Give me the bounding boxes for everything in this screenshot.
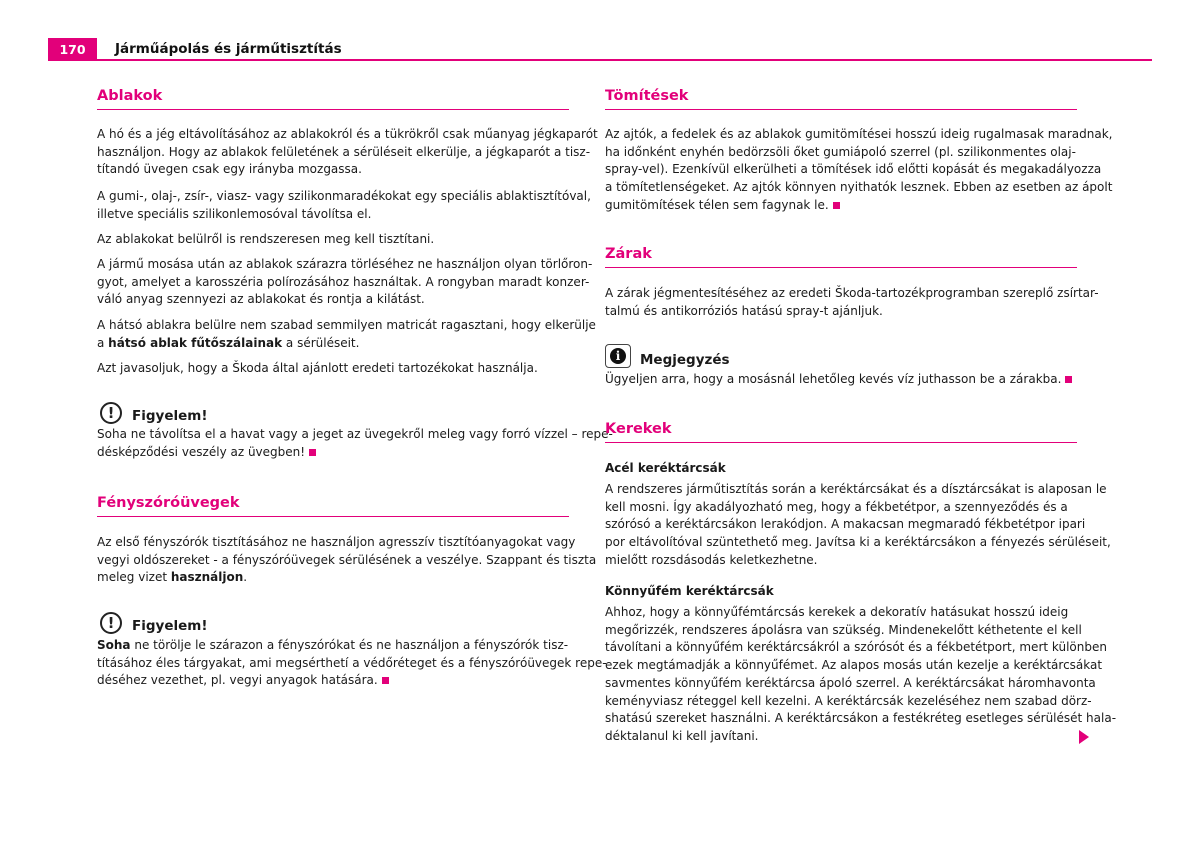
end-of-section-square-icon bbox=[833, 202, 840, 209]
header-rule bbox=[48, 59, 1152, 61]
subheading-acel: Acél keréktárcsák bbox=[605, 461, 726, 475]
end-of-section-square-icon bbox=[309, 449, 316, 456]
emphasis-text: hátsó ablak fűtőszálainak bbox=[108, 335, 283, 350]
page-title: Járműápolás és járműtisztítás bbox=[115, 41, 342, 57]
exclamation-circle-icon: ! bbox=[100, 402, 122, 424]
section-zarak-heading bbox=[605, 245, 1077, 268]
page-number: 170 bbox=[48, 38, 97, 61]
section-title: Fényszóróüvegek bbox=[97, 494, 569, 517]
ablakok-paragraph-4: A jármű mosása után az ablakok szárazra törléséhez ne használjon olyan törlőron- gyot, amelyet a karosszéria polírozásához használtak. A rongyban maradt konzer- váló anyag szennyezi az ablakokat és rontja a kilátást. bbox=[97, 257, 593, 307]
warning-box-fenyszoro bbox=[97, 608, 607, 688]
zarak-paragraph: A zárak jégmentesítéséhez az eredeti Škoda-tartozékprogramban szereplő zsírtar- talmú és antikorróziós hatású spray-t ajánljuk. bbox=[605, 286, 1099, 318]
section-title: Tömítések bbox=[605, 87, 1077, 110]
note-box-zarak bbox=[605, 342, 1077, 386]
ablakok-paragraph-2: A gumi-, olaj-, zsír-, viasz- vagy szilikonmaradékokat egy speciális ablaktisztítóval, illetve speciális szilikonlemosóval távolítsa el. bbox=[97, 189, 591, 221]
warning-text: Soha ne távolítsa el a havat vagy a jeget az üvegekről meleg vagy forró vízzel – repe- désképződési veszély az üvegben! bbox=[97, 427, 613, 459]
continue-arrow-icon bbox=[1079, 730, 1089, 744]
warning-text: Soha ne törölje le szárazon a fényszórókat és ne használjon a fényszórók tisz- tításához éles tárgyakat, ami megsérthetí a védőréteget és a fényszóróüvegek repe- déséhez vezethet, pl. vegyi anyagok hatására. bbox=[97, 638, 607, 688]
section-title: Ablakok bbox=[97, 87, 569, 110]
section-title: Zárak bbox=[605, 245, 1077, 268]
kerekek-paragraph-2: Ahhoz, hogy a könnyűfémtárcsás kerekek a dekoratív hatásukat hosszú ideig megőrizzék, rendszeres ápolásra van szükség. Mindenekelőtt kéthetente el kell távolítani a könnyűfém keréktárcsákról a szórósót és a fékbetétport, mert különben ezek megtámadják a könnyűfémet. Az alapos mosás után kezelje a keréktárcsákat savmentes könnyűfém keréktárcsa ápoló szerrel. A keréktárcsákat háromhavonta keményviasz réteggel kell kezelni. A keréktárcsák kezeléséhez nem szabad dörz- shatású szereket használni. A keréktárcsákon a festékréteg esetleges sérülését hala- déktalanul ki kell javítani. bbox=[605, 605, 1117, 743]
tomitesek-paragraph: Az ajtók, a fedelek és az ablakok gumitömítései hosszú ideig rugalmasak maradnak, ha időnként enyhén bedörzsöli őket gumiápoló szerrel (pl. szilikonmentes olaj- spray-vel). Ezenkívül elkerülheti a tömítések idő előtti kopását és megakadályozza a tömítetlenségeket. Az ajtók könnyen nyithatók lesznek. Ebben az esetben az ápolt gumitömítések télen sem fagynak le. bbox=[605, 127, 1113, 212]
end-of-section-square-icon bbox=[382, 677, 389, 684]
fenyszoro-paragraph-1: Az első fényszórók tisztításához ne használjon agresszív tisztítóanyagokat vagy vegyi oldószereket - a fényszóróüvegek sérülésének a veszélye. Szappant és tiszta meleg vizet használjon. bbox=[97, 535, 597, 585]
section-tomitesek-heading bbox=[605, 87, 1077, 110]
info-note-icon: i bbox=[605, 344, 631, 368]
section-kerekek-heading bbox=[605, 420, 1077, 443]
exclamation-circle-icon: ! bbox=[100, 612, 122, 634]
note-label: Megjegyzés bbox=[640, 352, 730, 368]
emphasis-text: Soha bbox=[97, 638, 131, 652]
ablakok-paragraph-5: A hátsó ablakra belülre nem szabad semmilyen matricát ragasztani, hogy elkerülje a hátsó ablak fűtőszálainak a sérüléseit. bbox=[97, 318, 596, 350]
ablakok-paragraph-3: Az ablakokat belülről is rendszeresen meg kell tisztítani. bbox=[97, 232, 435, 246]
warning-label: Figyelem! bbox=[132, 618, 208, 634]
section-fenyszoro-heading bbox=[97, 494, 569, 517]
emphasis-text: használjon bbox=[170, 570, 244, 585]
ablakok-paragraph-1: A hó és a jég eltávolításához az ablakokról és a tükrökről csak műanyag jégkaparót használjon. Hogy az ablakok felületének a sérüléseit elkerülje, a jégkaparót a tisz- títandó üvegen csak egy irányba mozgassa. bbox=[97, 127, 598, 177]
kerekek-paragraph-1: A rendszeres járműtisztítás során a keréktárcsákat és a dísztárcsákat is alaposan le kell mosni. Így akadályozható meg, hogy a fékbetétpor, a szennyeződés és a szórósó a keréktárcsákon lerakódjon. A makacsan megmaradó fékbetétpor ipari por eltávolítóval szüntethető meg. Javítsa ki a keréktárcsákon a fényezés sérüléseit, mielőtt rozsdásodás keletkezhetne. bbox=[605, 482, 1111, 567]
section-ablakok-heading bbox=[97, 87, 569, 110]
end-of-section-square-icon bbox=[1065, 376, 1072, 383]
subheading-konnyufem: Könnyűfém keréktárcsák bbox=[605, 584, 774, 598]
note-text: Ügyeljen arra, hogy a mosásnál lehetőleg kevés víz juthasson be a zárakba. bbox=[605, 371, 1077, 389]
ablakok-paragraph-6: Azt javasoljuk, hogy a Škoda által ajánlott eredeti tartozékokat használja. bbox=[97, 361, 538, 375]
warning-label: Figyelem! bbox=[132, 408, 208, 424]
warning-box-ablakok bbox=[97, 398, 613, 459]
section-title: Kerekek bbox=[605, 420, 1077, 443]
